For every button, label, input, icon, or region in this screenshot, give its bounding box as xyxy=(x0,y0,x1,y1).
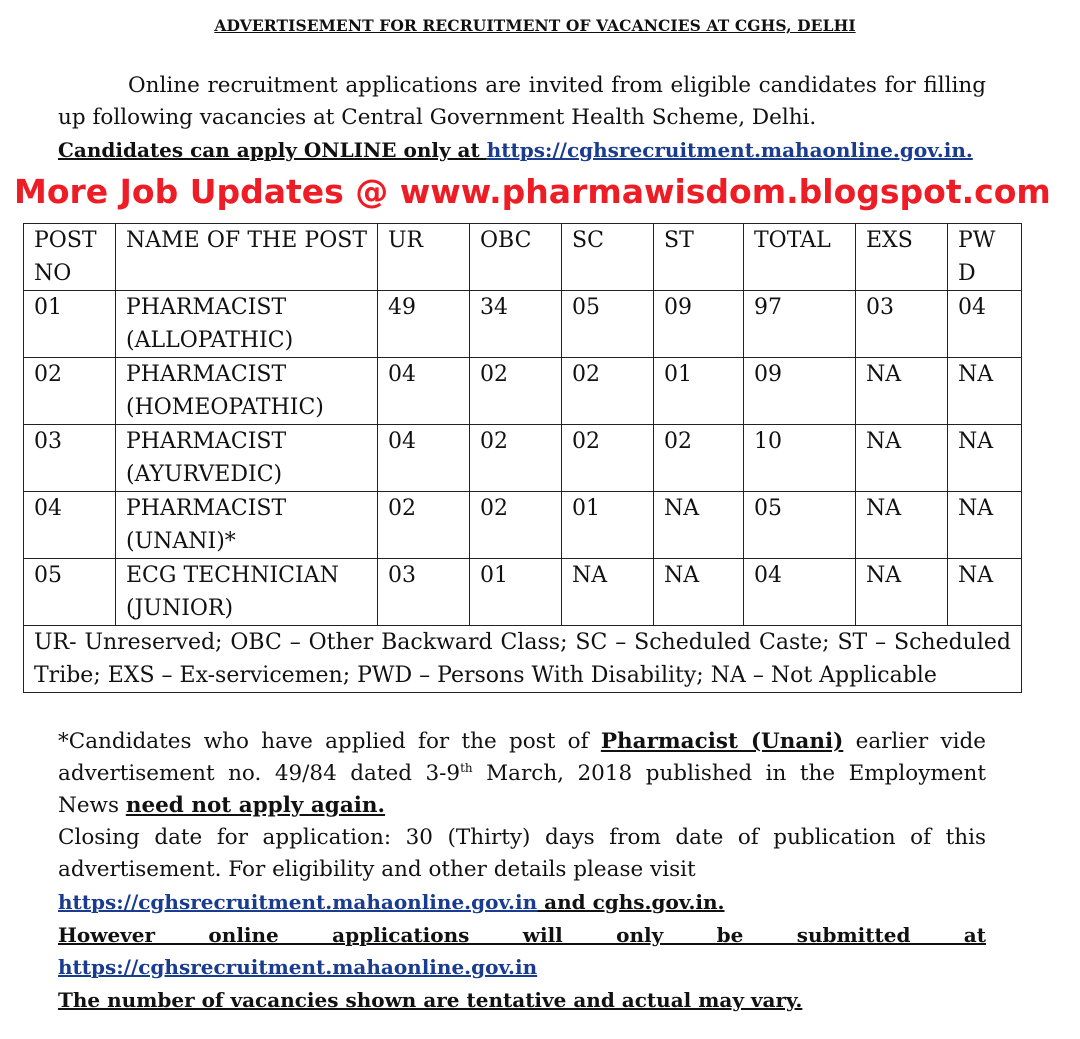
cell-name: ECG TECHNICIAN (JUNIOR) xyxy=(116,559,378,626)
cell-st: NA xyxy=(654,492,744,559)
header-sc: SC xyxy=(562,224,654,291)
however-link-line xyxy=(58,951,986,984)
cell-name: PHARMACIST (AYURVEDIC) xyxy=(116,425,378,492)
cell-st: 01 xyxy=(654,358,744,425)
cell-ur: 03 xyxy=(378,559,470,626)
table-header-row xyxy=(24,224,1022,291)
cell-obc: 02 xyxy=(470,358,562,425)
page-title: ADVERTISEMENT FOR RECRUITMENT OF VACANCIES AT CGHS, DELHI xyxy=(214,16,856,35)
cell-name: PHARMACIST (ALLOPATHIC) xyxy=(116,291,378,358)
table-legend: UR- Unreserved; OBC – Other Backward Class; SC – Scheduled Caste; ST – Scheduled Tribe; EXS – Ex-servicemen; PWD – Persons With Disability; NA – Not Applicable xyxy=(24,626,1022,693)
intro-paragraph xyxy=(58,70,986,167)
unani-post-name: Pharmacist (Unani) xyxy=(600,729,844,754)
cell-pwd: NA xyxy=(948,559,1022,626)
cell-sc: 01 xyxy=(562,492,654,559)
header-ur: UR xyxy=(378,224,470,291)
cell-ur: 04 xyxy=(378,358,470,425)
cell-obc: 02 xyxy=(470,425,562,492)
header-name: NAME OF THE POST xyxy=(116,224,378,291)
table-row xyxy=(24,492,1022,559)
submission-link[interactable]: https://cghsrecruitment.mahaonline.gov.in xyxy=(58,955,538,979)
cell-sc: 02 xyxy=(562,425,654,492)
vacancy-table xyxy=(23,223,1022,693)
unani-note-text-3: March, 2018 published in the Employment News xyxy=(58,761,986,818)
cell-ur: 49 xyxy=(378,291,470,358)
table-row xyxy=(24,425,1022,492)
promo-banner[interactable]: More Job Updates @ www.pharmawisdom.blogspot.com xyxy=(14,172,1051,211)
header-post-no: POST NO xyxy=(24,224,116,291)
however-note: However online applications will only be submitted at xyxy=(58,923,986,947)
header-exs: EXS xyxy=(856,224,948,291)
cell-name: PHARMACIST (UNANI)* xyxy=(116,492,378,559)
cell-st: NA xyxy=(654,559,744,626)
cell-no: 04 xyxy=(24,492,116,559)
cell-sc: 05 xyxy=(562,291,654,358)
cell-obc: 01 xyxy=(470,559,562,626)
tentative-note: The number of vacancies shown are tentative and actual may vary. xyxy=(58,988,803,1012)
cell-pwd: NA xyxy=(948,492,1022,559)
cell-no: 03 xyxy=(24,425,116,492)
cell-exs: 03 xyxy=(856,291,948,358)
cell-pwd: 04 xyxy=(948,291,1022,358)
unani-note-text: *Candidates who have applied for the post of xyxy=(58,729,601,754)
cell-total: 05 xyxy=(744,492,856,559)
cell-no: 02 xyxy=(24,358,116,425)
cell-exs: NA xyxy=(856,425,948,492)
cell-name: PHARMACIST (HOMEOPATHIC) xyxy=(116,358,378,425)
unani-note xyxy=(58,726,986,822)
table-row xyxy=(24,291,1022,358)
cell-exs: NA xyxy=(856,559,948,626)
cell-exs: NA xyxy=(856,492,948,559)
closing-date: Closing date for application: 30 (Thirty) days from date of publication of this advertisement. For eligibility and other details please visit xyxy=(58,825,986,882)
cell-total: 97 xyxy=(744,291,856,358)
cell-st: 02 xyxy=(654,425,744,492)
header-total: TOTAL xyxy=(744,224,856,291)
apply-text: Candidates can apply ONLINE only at xyxy=(58,138,487,162)
cell-exs: NA xyxy=(856,358,948,425)
apply-line xyxy=(58,134,986,167)
unani-note-text-2: earlier vide advertisement no. 49/84 dated 3-9 xyxy=(58,729,986,786)
cell-pwd: NA xyxy=(948,358,1022,425)
cell-st: 09 xyxy=(654,291,744,358)
header-pwd: PW D xyxy=(948,224,1022,291)
table-row xyxy=(24,358,1022,425)
cell-ur: 04 xyxy=(378,425,470,492)
header-obc: OBC xyxy=(470,224,562,291)
recruitment-link[interactable]: https://cghsrecruitment.mahaonline.gov.in xyxy=(58,890,538,914)
cell-no: 01 xyxy=(24,291,116,358)
apply-link[interactable]: https://cghsrecruitment.mahaonline.gov.in. xyxy=(486,138,973,162)
intro-text: Online recruitment applications are invited from eligible candidates for filling up following vacancies at Central Government Health Scheme, Delhi. xyxy=(58,73,986,130)
cell-total: 09 xyxy=(744,358,856,425)
header-st: ST xyxy=(654,224,744,291)
ordinal-suffix: th xyxy=(460,760,473,775)
footnotes xyxy=(58,726,986,1016)
need-not-apply: need not apply again. xyxy=(125,793,386,818)
cell-total: 04 xyxy=(744,559,856,626)
cell-ur: 02 xyxy=(378,492,470,559)
cell-sc: 02 xyxy=(562,358,654,425)
cghs-site: and cghs.gov.in. xyxy=(537,890,725,914)
legend-row xyxy=(24,626,1022,693)
cell-pwd: NA xyxy=(948,425,1022,492)
cell-obc: 34 xyxy=(470,291,562,358)
table-row xyxy=(24,559,1022,626)
closing-links xyxy=(58,886,986,919)
cell-no: 05 xyxy=(24,559,116,626)
cell-sc: NA xyxy=(562,559,654,626)
cell-total: 10 xyxy=(744,425,856,492)
cell-obc: 02 xyxy=(470,492,562,559)
